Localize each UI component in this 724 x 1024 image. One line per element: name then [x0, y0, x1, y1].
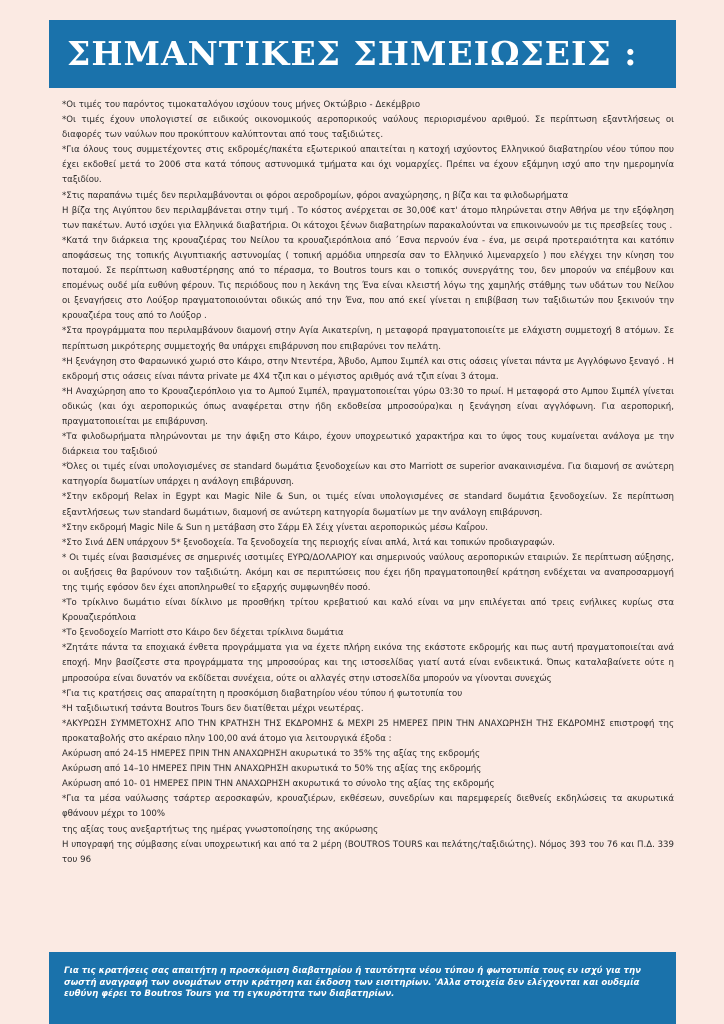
note-paragraph: Ακύρωση από 24-15 ΗΜΕΡΕΣ ΠΡΙΝ ΤΗΝ ΑΝΑΧΩΡΗΣΗ ακυρωτικά το 35% της αξίας της εκδρομής: [62, 749, 481, 760]
note-paragraph: *Το ξενοδοχείο Marriott στο Κάιρο δεν δέχεται τρίκλινα δωμάτια: [62, 628, 344, 639]
note-paragraph: Η υπογραφή της σύμβασης είναι υποχρεωτική και από τα 2 μέρη (BOUTROS TOURS και πελάτης/ταξιδιώτης). Νόμος 393 του 76 και Π.Δ. 339 του 96: [62, 839, 674, 865]
note-paragraph: Η βίζα της Αιγύπτου δεν περιλαμβάνεται στην τιμή . Το κόστος ανέρχεται σε 30,00€ κατ' άτομο πληρώνεται στην Αθήνα με την εξόφληση των πακέτων. Αυτό ισχύει για Ελληνικά διαβατήρια. Οι κάτοχοι ξένων διαβατηρίων παρακαλούνται να επικοινωνούν με τις πρεσβείες τους .: [62, 205, 674, 231]
note-paragraph: *Οι τιμές έχουν υπολογιστεί σε ειδικούς οικονομικούς αεροπορικούς ναύλους περιορισμένου αριθμού. Σε περίπτωση εξαντλήσεως οι διαφορές των ναύλων που προκύπτουν καλύπτονται από τους ταξιδιώτες.: [62, 115, 674, 141]
note-paragraph: *Για όλους τους συμμετέχοντες στις εκδρομές/πακέτα εξωτερικού απαιτείται η κατοχή ισχύοντος Ελληνικού διαβατηρίου νέου τύπου που έχει εκδοθεί μετά το 2006 στα κατά τόπους αστυνομικά τμήματα και όχι νομαρχίες. Πρέπει να έχουν εξάμηνη ισχύ απο την ημερομηνία ταξιδίου.: [62, 145, 674, 186]
note-paragraph: *Η Αναχώρηση απο το Κρουαζιερόπλοιο για το Αμπού Σιμπέλ, πραγματοποιείται γύρω 03:30 το πρωί. Η μεταφορά στο Αμπου Σιμπέλ γίνεται οδικώς (και όχι αεροπορικώς όπως αναφέρεται στην ήδη εκδοθείσα μπροσούρα)και η ξενάγηση είναι αγγλόφωνη. Για αεροπορική, πραγματοποιείται με επιβάρυνση.: [62, 386, 674, 427]
note-paragraph: Ακύρωση από 10- 01 ΗΜΕΡΕΣ ΠΡΙΝ ΤΗΝ ΑΝΑΧΩΡΗΣΗ ακυρωτικά το σύνολο της αξίας της εκδρομής: [62, 779, 495, 790]
note-paragraph: *Τα φιλοδωρήματα πληρώνονται με την άφιξη στο Κάιρο, έχουν υποχρεωτικό χαρακτήρα και το ύψος τους κυμαίνεται ανάλογα με την διάρκεια του ταξιδιού: [62, 432, 674, 458]
note-paragraph: *Στα προγράμματα που περιλαμβάνουν διαμονή στην Αγία Αικατερίνη, η μεταφορά πραγματοποιείτε με ελάχιστη συμμετοχή 8 ατόμων. Σε περίπτωση μικρότερης συμμετοχής θα υπάρχει επιβάρυνση που επιβαρύνει τον πελάτη.: [62, 326, 674, 352]
note-paragraph: *Για τα μέσα ναύλωσης τσάρτερ αεροσκαφών, κρουαζιέρων, εκθέσεων, συνεδρίων και παρεμφερείς διεθνείς εκδηλώσεις τα ακυρωτικά φθάνουν μέχρι το 100%: [62, 794, 674, 820]
notes-body: [62, 98, 674, 868]
note-paragraph: *Οι τιμές του παρόντος τιμοκαταλόγου ισχύουν τους μήνες Οκτώβριο - Δεκέμβριο: [62, 100, 421, 110]
note-paragraph: *Η ξενάγηση στο Φαραωνικό χωριό στο Κάιρο, στην Ντεντέρα, Άβυδο, Αμπου Σιμπέλ και στις οάσεις γίνεται πάντα με Αγγλόφωνο ξεναγό . Η εκδρομή στις οάσεις είναι πάντα private με 4Χ4 τζιπ και ο μέγιστος αριθμός ανά τζιπ είναι 3 άτομα.: [62, 356, 674, 382]
note-paragraph: *Στο Σινά ΔΕΝ υπάρχουν 5* ξενοδοχεία. Τα ξενοδοχεία της περιοχής είναι απλά, λιτά και τοπικών προδιαγραφών.: [62, 537, 555, 548]
note-paragraph: * Οι τιμές είναι βασισμένες σε σημερινές ισοτιμίες ΕΥΡΩ/ΔΟΛΑΡΙΟΥ και σημερινούς ναύλους αεροπορικών εταιριών. Σε περίπτωση αύξησης, οι αυξήσεις θα βαρύνουν τον ταξιδιώτη. Ακόμη και σε περιπτώσεις που έχει ήδη πραγματοποιηθεί κράτηση ενδέχεται να αναπροσαρμογή της τιμής εφόσον δεν έχει αποπληρωθεί το εξαρχής συμφωνηθέν ποσό.: [62, 552, 674, 593]
note-paragraph: Ακύρωση από 14–10 ΗΜΕΡΕΣ ΠΡΙΝ ΤΗΝ ΑΝΑΧΩΡΗΣΗ ακυρωτικά το 50% της αξίας της εκδρομής: [62, 764, 482, 775]
header-banner: [49, 20, 676, 88]
note-paragraph: *ΑΚΥΡΩΣΗ ΣΥΜΜΕΤΟΧΗΣ ΑΠΟ ΤΗΝ ΚΡΑΤΗΣΗ ΤΗΣ ΕΚΔΡΟΜΗΣ & ΜΕΧΡΙ 25 ΗΜΕΡΕΣ ΠΡΙΝ ΤΗΝ ΑΝΑΧΩΡΗΣΗ ΤΗΣ ΕΚΔΡΟΜΗΣ επιστροφή της προκαταβολής στο ακέραιο πλην 100,00 ανά άτομο για λειτουργικά έξοδα :: [62, 718, 674, 744]
note-paragraph: *Ζητάτε πάντα τα εποχιακά ένθετα προγράμματα για να έχετε πλήρη εικόνα της εκάστοτε εκδρομής και πως αυτή πραγματοποιείται ανά εποχή. Μην βασίζεστε στα προγράμματα της μπροσούρας και της ιστοσελίδας γιατί αυτά είναι ενδεικτικά. Όπως καταλαβαίνετε ούτε η μπροσούρα είναι δυνατόν να εκδίδεται συνέχεια, ούτε οι αλλαγές στην ιστοσελίδα μπορούν να γίνονται συνεχώς: [62, 643, 674, 684]
page-title: ΣΗΜΑΝΤΙΚΕΣ ΣΗΜΕΙΩΣΕΙΣ :: [67, 34, 638, 73]
note-paragraph: της αξίας τους ανεξαρτήτως της ημέρας γνωστοποίησης της ακύρωσης: [62, 824, 379, 835]
note-paragraph: *Η ταξιδιωτική τσάντα Boutros Tours δεν διατίθεται μέχρι νεωτέρας.: [62, 703, 364, 714]
note-paragraph: *Στις παραπάνω τιμές δεν περιλαμβάνονται οι φόροι αεροδρομίων, φόροι αναχώρησης, η βίζα και τα φιλοδωρήματα: [62, 190, 569, 201]
note-paragraph: *Για τις κρατήσεις σας απαραίτητη η προσκόμιση διαβατηρίου νέου τύπου ή φωτοτυπία του: [62, 688, 463, 699]
footer-banner: [49, 952, 676, 1024]
footer-text: Για τις κρατήσεις σας απαιτήτη η προσκόμιση διαβατηρίου ή ταυτότητα νέου τύπου ή φωτοτυπία τους εν ισχύ για την σωστή αναγραφή των ονομάτων στην κράτηση και έκδοση των εισιτηρίων. 'Αλλα στοιχεία δεν ελέγχονται και ουδεμία ευθύνη φέρει το Boutros Tours για τη εγκυρότητα των διαβατηρίων.: [64, 966, 641, 999]
note-paragraph: *Κατά την διάρκεια της κρουαζιέρας του Νείλου τα κρουαζιερόπλοια από ΄Εσνα περνούν ένα - ένα, με σειρά προτεραιότητα και κατόπιν αποφάσεως της τοπικής Αιγυπτιακής αστυνομίας ( τοπική αρμόδια υπηρεσία σαν το Ελληνικό λιμεναρχείο ) που ελέγχει την κίνηση του ποταμού. Σε περίπτωση καθυστέρησης από το πέρασμα, το Boutros tours και ο τοπικός συνεργάτης του, δεν μπορούν να επέμβουν και επομένως ουδέ μία ευθύνη φέρουν. Τις περιόδους που η λεκάνη της Ένα είναι κλειστή λόγω της χαμηλής στάθμης των υδάτων του Νείλου οι ξεναγήσεις στο Λούξορ πραγματοποιούνται οδικώς από την Ένα, που από εκεί γίνεται η επιβίβαση των ταξιδιωτών που ξεκινούν την κρουαζιέρα τους από το Λούξορ .: [62, 235, 674, 322]
note-paragraph: *Στην εκδρομή Magic Nile & Sun η μετάβαση στο Σάρμ Ελ Σέιχ γίνεται αεροπορικώς μέσω Καΐρου.: [62, 522, 488, 533]
note-paragraph: *Το τρίκλινο δωμάτιο είναι δίκλινο με προσθήκη τρίτου κρεβατιού και καλό είναι να μην επιλέγεται από τρεις ενήλικες κυρίως στα Κρουαζιερόπλοια: [62, 598, 674, 624]
note-paragraph: *Στην εκδρομή Relax in Egypt και Magic Nile & Sun, οι τιμές είναι υπολογισμένες σε standard δωμάτια ξενοδοχείων. Σε περίπτωση εξαντλήσεως των standard δωμάτιων, διαμονή σε ανώτερη κατηγορία δωματίων με την ανάλογη επιβάρυνση.: [62, 492, 674, 518]
note-paragraph: *Όλες οι τιμές είναι υπολογισμένες σε standard δωμάτια ξενοδοχείων και στο Marriott σε superior ανακαινισμένα. Για διαμονή σε ανώτερη κατηγορία δωματίων υπάρχει η ανάλογη επιβάρυνση.: [62, 462, 674, 488]
